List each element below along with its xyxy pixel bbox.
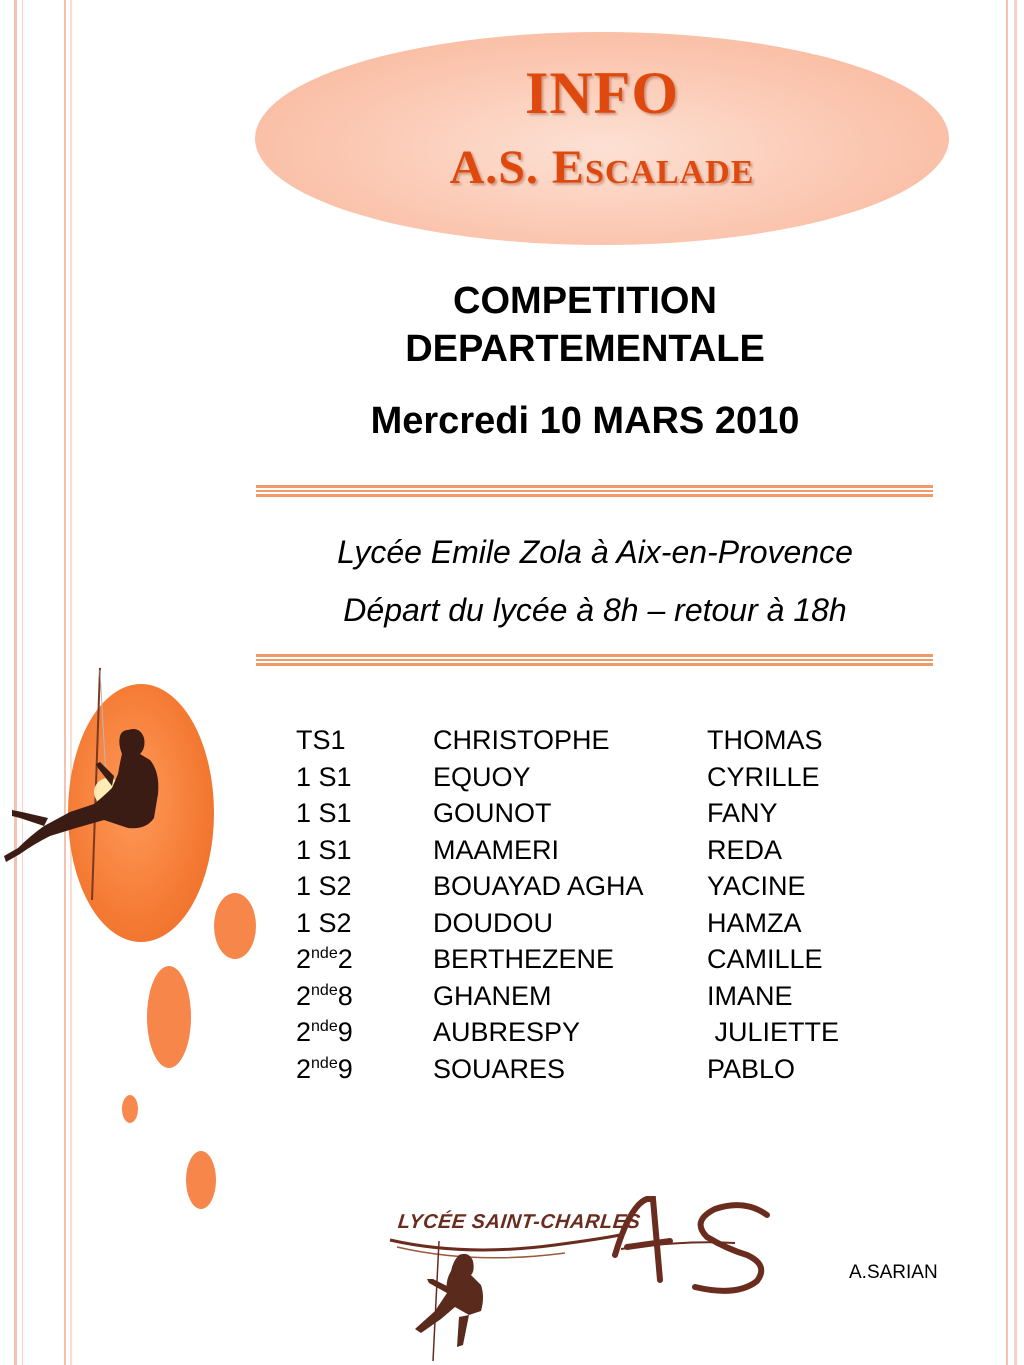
schedule-text: Départ du lycée à 8h – retour à 18h <box>343 592 847 628</box>
participant-last-name: GOUNOT <box>433 798 552 828</box>
participant-last-name: MAAMERI <box>433 834 560 865</box>
participant-class: 1 S1 <box>296 834 352 865</box>
participant-last-name: GHANEM <box>433 980 552 1011</box>
participant-class: 2nde2 <box>296 944 353 974</box>
participant-last-name: DOUDOU <box>433 907 553 938</box>
participant-class: 1 S1 <box>296 761 352 792</box>
participant-last-name: AUBRESPY <box>433 1017 581 1047</box>
divider <box>256 654 933 666</box>
decorative-circle <box>186 1151 216 1209</box>
event-heading-line2: DEPARTEMENTALE <box>405 328 765 370</box>
title-info: INFO <box>525 60 679 126</box>
participant-class: 1 S2 <box>296 907 352 938</box>
participant-last-name: EQUOY <box>433 761 531 792</box>
participant-class: 1 S2 <box>296 871 352 901</box>
participant-first-name: CYRILLE <box>707 761 820 792</box>
participant-first-name: THOMAS <box>707 725 823 755</box>
participant-class: 1 S1 <box>296 798 352 828</box>
participant-last-name: CHRISTOPHE <box>433 725 610 755</box>
participant-last-name: BOUAYAD AGHA <box>433 871 644 901</box>
participant-first-name: REDA <box>707 834 783 865</box>
participant-class: 2nde8 <box>296 980 353 1011</box>
author-credit: A.SARIAN <box>849 1262 938 1283</box>
participant-class: 2nde9 <box>296 1053 353 1084</box>
participant-first-name: IMANE <box>707 980 793 1011</box>
participant-first-name: HAMZA <box>707 907 802 938</box>
decorative-circle <box>122 1095 138 1123</box>
divider <box>256 485 933 497</box>
participant-first-name: FANY <box>707 798 778 828</box>
participant-class: 2nde9 <box>296 1017 353 1047</box>
participant-first-name: YACINE <box>707 871 806 901</box>
right-stripe <box>1014 0 1017 1365</box>
climber-silhouette-icon <box>0 668 170 908</box>
participant-first-name: CAMILLE <box>707 944 823 974</box>
participant-class: TS1 <box>296 725 346 755</box>
decorative-circle <box>214 893 256 959</box>
decorative-circle <box>147 966 191 1068</box>
participant-last-name: SOUARES <box>433 1053 566 1084</box>
logo-school-name: LYCÉE SAINT-CHARLES <box>396 1211 642 1233</box>
right-stripe <box>1006 0 1008 1365</box>
event-date: Mercredi 10 MARS 2010 <box>370 400 800 442</box>
venue-text: Lycée Emile Zola à Aix-en-Provence <box>337 534 853 570</box>
event-heading-line1: COMPETITION <box>453 280 717 322</box>
participant-first-name: PABLO <box>707 1053 796 1084</box>
title-as-escalade: A.S. Escalade <box>449 141 755 194</box>
participant-last-name: BERTHEZENE <box>433 944 615 974</box>
participant-first-name: JULIETTE <box>707 1017 840 1047</box>
